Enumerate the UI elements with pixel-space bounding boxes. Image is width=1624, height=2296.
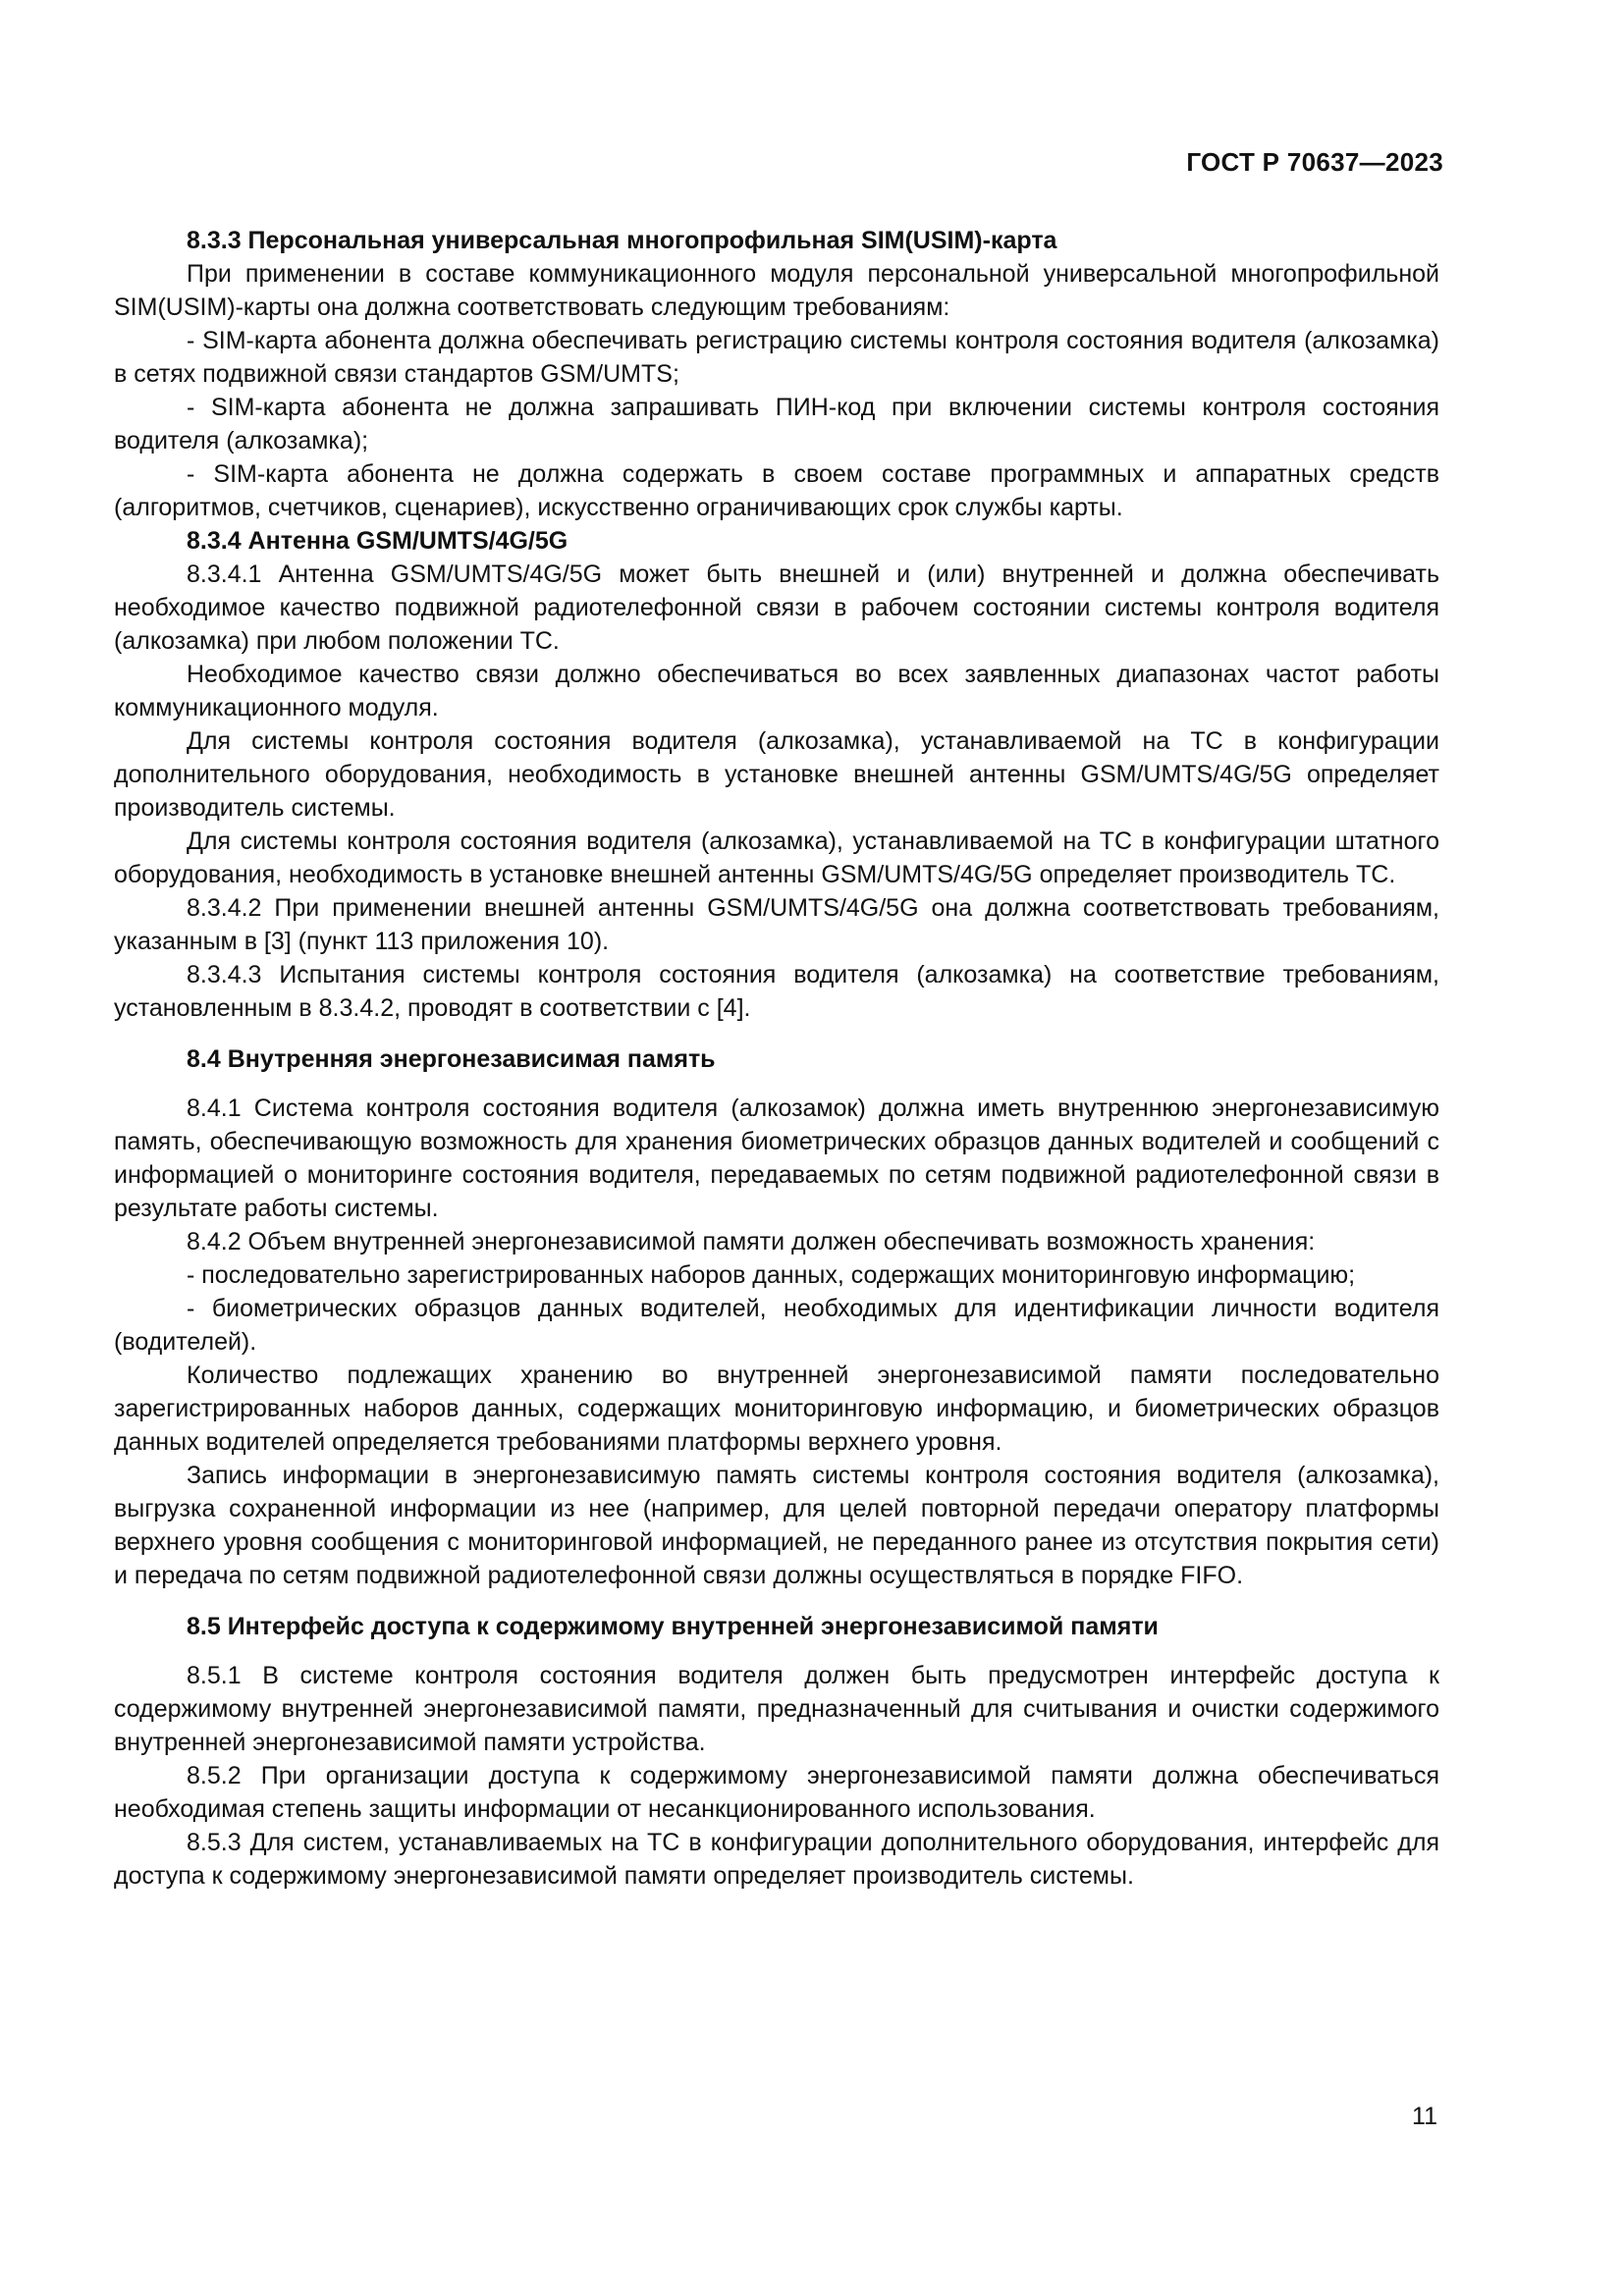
paragraph: 8.3.4.2 При применении внешней антенны GSM/UMTS/4G/5G она должна соответствовать требованиям, указанным в [3] (пункт 113 приложения 10). xyxy=(114,894,1439,955)
document-body xyxy=(114,224,1439,1893)
list-item: - SIM-карта абонента должна обеспечивать регистрацию системы контроля состояния водителя (алкозамка) в сетях подвижной связи стандартов GSM/UMTS; xyxy=(114,327,1439,388)
paragraph: 8.3.4.1 Антенна GSM/UMTS/4G/5G может быть внешней и (или) внутренней и должна обеспечивать необходимое качество подвижной радиотелефонной связи в рабочем состоянии системы контроля водителя (алкозамка) при любом положении ТС. xyxy=(114,561,1439,655)
paragraph: Количество подлежащих хранению во внутренней энергонезависимой памяти последовательно зарегистрированных наборов данных, содержащих мониторинговую информацию, и биометрических образцов данных водителей определяется требованиями платформы верхнего уровня. xyxy=(114,1362,1439,1456)
section-heading-8-4: 8.4 Внутренняя энергонезависимая память xyxy=(187,1045,716,1073)
paragraph: 8.3.4.3 Испытания системы контроля состояния водителя (алкозамка) на соответствие требованиям, установленным в 8.3.4.2, проводят в соответствии с [4]. xyxy=(114,961,1439,1022)
paragraph: 8.5.3 Для систем, устанавливаемых на ТС в конфигурации дополнительного оборудования, интерфейс для доступа к содержимому энергонезависимой памяти определяет производитель системы. xyxy=(114,1829,1439,1890)
paragraph: Необходимое качество связи должно обеспечиваться во всех заявленных диапазонах частот работы коммуникационного модуля. xyxy=(114,661,1439,721)
paragraph: 8.5.1 В системе контроля состояния водителя должен быть предусмотрен интерфейс доступа к содержимому внутренней энергонезависимой памяти, предназначенный для считывания и очистки содержимого внутренней энергонезависимой памяти устройства. xyxy=(114,1662,1439,1756)
list-item: - SIM-карта абонента не должна содержать в своем составе программных и аппаратных средств (алгоритмов, счетчиков, сценариев), искусственно ограничивающих срок службы карты. xyxy=(114,460,1439,521)
list-item: - SIM-карта абонента не должна запрашивать ПИН-код при включении системы контроля состояния водителя (алкозамка); xyxy=(114,394,1439,454)
subsection-heading-8-3-3: 8.3.3 Персональная универсальная многопрофильная SIM(USIM)-карта xyxy=(187,227,1057,254)
list-item: - биометрических образцов данных водителей, необходимых для идентификации личности водителя (водителей). xyxy=(114,1295,1439,1356)
paragraph: 8.4.2 Объем внутренней энергонезависимой памяти должен обеспечивать возможность хранения: xyxy=(187,1228,1316,1255)
paragraph: 8.4.1 Система контроля состояния водителя (алкозамок) должна иметь внутреннюю энергонезависимую память, обеспечивающую возможность для хранения биометрических образцов данных водителей и сообщений с информацией о мониторинге состояния водителя, передаваемых по сетям подвижной радиотелефонной связи в результате работы системы. xyxy=(114,1095,1439,1222)
paragraph: Для системы контроля состояния водителя (алкозамка), устанавливаемой на ТС в конфигурации штатного оборудования, необходимость в установке внешней антенны GSM/UMTS/4G/5G определяет производитель ТС. xyxy=(114,828,1439,888)
paragraph: Для системы контроля состояния водителя (алкозамка), устанавливаемой на ТС в конфигурации дополнительного оборудования, необходимость в установке внешней антенны GSM/UMTS/4G/5G определяет производитель системы. xyxy=(114,727,1439,822)
list-item: - последовательно зарегистрированных наборов данных, содержащих мониторинговую информацию; xyxy=(187,1261,1356,1289)
subsection-heading-8-3-4: 8.3.4 Антенна GSM/UMTS/4G/5G xyxy=(187,527,568,555)
paragraph: Запись информации в энергонезависимую память системы контроля состояния водителя (алкозамка), выгрузка сохраненной информации из нее (например, для целей повторной передачи оператору платформы верхнего уровня сообщения с мониторинговой информацией, не переданного ранее из отсутствия покрытия сети) и передача по сетям подвижной радиотелефонной связи должны осуществляться в порядке FIFO. xyxy=(114,1462,1439,1589)
paragraph: 8.5.2 При организации доступа к содержимому энергонезависимой памяти должна обеспечиваться необходимая степень защиты информации от несанкционированного использования. xyxy=(114,1762,1439,1823)
page-number: 11 xyxy=(1412,2103,1437,2130)
section-heading-8-5: 8.5 Интерфейс доступа к содержимому внутренней энергонезависимой памяти xyxy=(187,1613,1159,1640)
document-code: ГОСТ Р 70637—2023 xyxy=(1186,147,1443,177)
paragraph: При применении в составе коммуникационного модуля персональной универсальной многопрофильной SIM(USIM)-карты она должна соответствовать следующим требованиям: xyxy=(114,260,1439,321)
